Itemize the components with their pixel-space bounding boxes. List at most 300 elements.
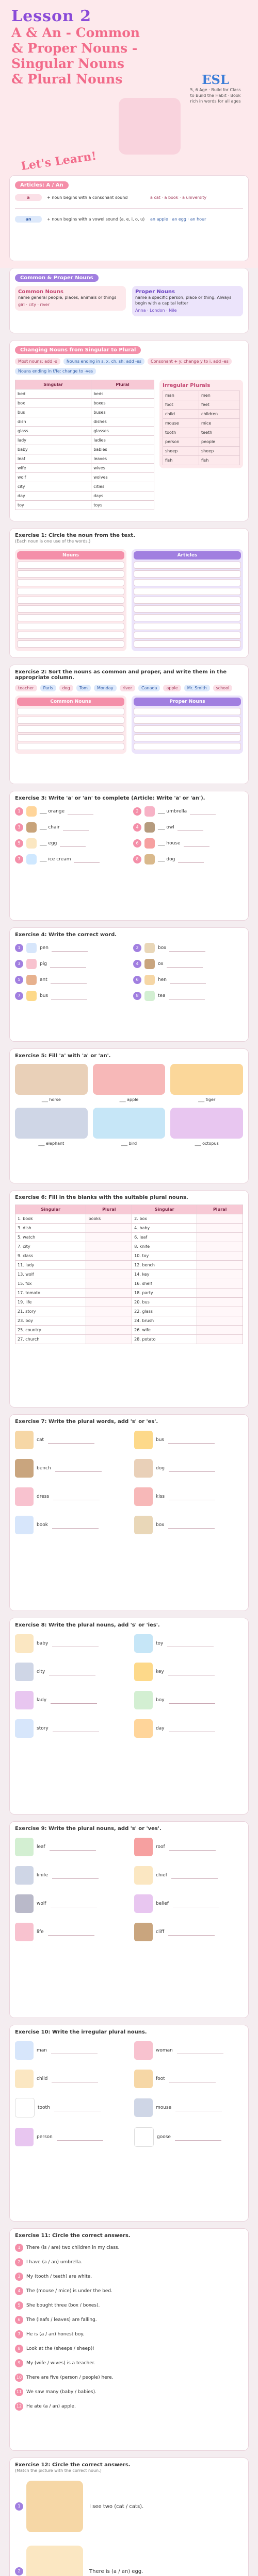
chair-icon (26, 822, 37, 833)
answer-input[interactable] (53, 1725, 99, 1732)
question-row: 4 ___ owl (133, 822, 243, 833)
answer-input[interactable] (169, 2076, 216, 2082)
table-row: glass glasses (15, 427, 154, 436)
exercise-1-card (9, 528, 249, 658)
word-chip[interactable]: school (213, 685, 233, 691)
sentence-row: 3 My (tooth / teeth) are white. (15, 2273, 243, 2281)
word-chip[interactable]: Paris (40, 685, 56, 691)
table-row: toy toys (15, 501, 154, 510)
article-row-a (15, 194, 243, 201)
sentence-row: 6 The (leafs / leaves) are falling. (15, 2316, 243, 2324)
irregular-table (163, 391, 240, 465)
badge-line-2: to Build the Habit · Book (190, 93, 241, 98)
answer-input[interactable] (168, 1929, 215, 1936)
table-row: 15. fox 16. shelf (15, 1279, 243, 1289)
answer-input[interactable] (50, 961, 86, 968)
nouns-column-header: Nouns (17, 551, 124, 560)
pen-icon (26, 943, 37, 953)
table-row: person people (163, 437, 240, 447)
tea-icon (144, 991, 155, 1001)
answer-input[interactable] (170, 977, 206, 984)
exercise-1-title: Exercise 1: Circle the noun from the text. (15, 533, 136, 538)
table-row: 5. watch 6. leaf (15, 1233, 243, 1242)
question-row: boy (134, 1691, 243, 1709)
picture-card: ___ elephant (15, 1108, 88, 1146)
table-row: sheep sheep (163, 447, 240, 456)
exercise-5-title: Exercise 5: Fill 'a' with 'a' or 'an'. (15, 1053, 111, 1059)
exercise-3-card (9, 791, 249, 921)
title-line-2: & Proper Nouns - (11, 41, 138, 56)
exercise-4-title: Exercise 4: Write the correct word. (15, 932, 117, 938)
table-row: 3. dish 4. baby (15, 1224, 243, 1233)
answer-input[interactable] (57, 2134, 103, 2141)
picture-card: ___ octopus (170, 1108, 243, 1146)
sentence-row: 4 The (mouse / mice) is under the bed. (15, 2287, 243, 2295)
answer-input[interactable] (68, 808, 93, 815)
question-row: 7 bus (15, 991, 125, 1001)
articles-column-header: Articles (134, 551, 241, 560)
goose-icon (134, 2127, 154, 2147)
exercise-9-title: Exercise 9: Write the plural nouns, add 's' or 'ves'. (15, 1826, 162, 1832)
answer-input[interactable] (63, 824, 89, 831)
question-row: 7 ___ ice cream (15, 854, 125, 865)
table-row: dish dishes (15, 417, 154, 427)
exercise-10-title: Exercise 10: Write the irregular plural nouns. (15, 2029, 147, 2035)
answer-box[interactable] (17, 640, 124, 648)
table-row: wife wives (15, 464, 154, 473)
answer-box[interactable] (134, 570, 241, 578)
nouns-card (9, 268, 249, 333)
answer-input[interactable] (169, 1697, 215, 1704)
question-row: 3 pig (15, 959, 125, 969)
heart-icon (134, 1894, 153, 1913)
table-row: 21. story 22. glass (15, 1307, 243, 1316)
answer-input[interactable] (190, 808, 216, 815)
answer-input[interactable] (168, 1437, 215, 1444)
answer-input[interactable] (167, 961, 203, 968)
question-row: 1 pen (15, 943, 125, 953)
word-chip[interactable]: teacher (15, 685, 37, 691)
flower-icon (15, 1923, 34, 1941)
boy-icon (134, 1691, 153, 1709)
sentence-row: 5 She bought three (box / boxes). (15, 2301, 243, 2310)
answer-input[interactable] (54, 2105, 101, 2111)
question-row: life (15, 1923, 124, 1941)
table-row: man men (163, 391, 240, 400)
picture-card: ___ tiger (170, 1064, 243, 1103)
nouns-tag: Common & Proper Nouns (15, 274, 99, 282)
table-row: 27. church 28. potato (15, 1335, 243, 1344)
exercise-6-title: Exercise 6: Fill in the blanks with the suitable plural nouns. (15, 1195, 188, 1200)
answer-input[interactable] (178, 856, 204, 863)
question-row: cat (15, 1431, 124, 1449)
exercise-10-card (9, 2025, 249, 2222)
answer-input[interactable] (169, 1844, 216, 1851)
question-row: foot (134, 2070, 243, 2088)
answer-input[interactable] (50, 1844, 96, 1851)
answer-input[interactable] (173, 1901, 219, 1907)
question-row: 8 ___ dog (133, 854, 243, 865)
question-row: toy (134, 1634, 243, 1653)
question-row: day (134, 1719, 243, 1738)
question-row: cliff (134, 1923, 243, 1941)
answer-input[interactable] (52, 2076, 98, 2082)
exercise-12-title: Exercise 12: Circle the correct answers. (15, 2462, 131, 2468)
answer-input[interactable] (184, 840, 209, 847)
sentence-row: 7 He is (a / an) honest boy. (15, 2330, 243, 2338)
picture-question: 1 I see two (cat / cats). (15, 2481, 243, 2532)
lesson-number: Lesson 2 (11, 7, 92, 25)
word-chip[interactable]: apple (163, 685, 181, 691)
answer-input[interactable] (52, 1640, 99, 1647)
answer-box[interactable] (17, 597, 124, 604)
common-column (15, 696, 126, 754)
sentence-row: 1 There (is / are) two children in my class. (15, 2244, 243, 2252)
question-row: box (134, 1516, 243, 1534)
answer-input[interactable] (48, 1437, 94, 1444)
table-row: city cities (15, 482, 154, 492)
badge-line-1: 5, 6 Age · Build for Class (190, 88, 241, 92)
article-examples-a: a cat · a book · a university (150, 195, 207, 200)
table-row: wolf wolves (15, 473, 154, 482)
answer-input[interactable] (60, 840, 86, 847)
answer-input[interactable] (51, 1697, 97, 1704)
question-row: bench (15, 1459, 124, 1478)
question-row: 6 hen (133, 975, 243, 985)
exercise-12-subtitle: (Match the picture with the correct noun.) (15, 2468, 102, 2473)
answer-box[interactable] (134, 605, 241, 613)
question-row: tooth (15, 2098, 124, 2117)
word-chip[interactable]: Canada (138, 685, 160, 691)
answer-input[interactable] (167, 1640, 214, 1647)
exercise-7-card (9, 1414, 249, 1611)
question-row: 6 ___ house (133, 838, 243, 849)
table-row: 1. book books 2. box (15, 1214, 243, 1224)
answer-box[interactable] (134, 708, 241, 715)
nouns-column (15, 549, 126, 651)
title-line-4: & Plural Nouns (11, 72, 123, 87)
apple-icon (93, 1064, 166, 1095)
box-icon (144, 943, 155, 953)
table-row: bus buses (15, 408, 154, 417)
badge-line-3: rich in words for all ages (190, 99, 241, 104)
bus-icon (26, 991, 37, 1001)
question-row: wolf (15, 1894, 124, 1913)
sentence-row: 8 Look at the (sheeps / sheep)! (15, 2345, 243, 2353)
answer-input[interactable] (52, 1522, 99, 1529)
proper-nouns-title: Proper Nouns (135, 289, 175, 295)
bird-icon (93, 1108, 166, 1139)
answer-input[interactable] (48, 1929, 94, 1936)
question-row: 5 ___ egg (15, 838, 125, 849)
irregular-box (159, 380, 243, 468)
tiger-icon (170, 1064, 243, 1095)
question-row: person (15, 2127, 124, 2147)
answer-box[interactable] (134, 640, 241, 648)
ice-cream-icon (26, 854, 37, 865)
answer-box[interactable] (134, 588, 241, 595)
divider (15, 208, 243, 209)
egg-picture-icon (26, 2546, 83, 2576)
elephant-icon (15, 1108, 88, 1139)
baby-icon (15, 1634, 34, 1653)
table-row: 11. lady 12. bench (15, 1261, 243, 1270)
exercise-6-card (9, 1190, 249, 1408)
question-row: book (15, 1516, 124, 1534)
proper-nouns-example: Anna · London · Nile (135, 308, 177, 313)
answer-box[interactable] (17, 570, 124, 578)
answer-input[interactable] (51, 2047, 98, 2054)
common-nouns-box (15, 286, 126, 311)
badge-title: ESL (202, 72, 229, 87)
man-icon (15, 2041, 34, 2060)
exercise-9-card (9, 1821, 249, 2018)
answer-input[interactable] (52, 945, 88, 952)
answer-box[interactable] (17, 623, 124, 630)
question-row: lady (15, 1691, 124, 1709)
word-chip[interactable]: Monday (94, 685, 117, 691)
sentence-row: 10 There are five (person / people) here. (15, 2374, 243, 2382)
cat-icon (15, 1431, 34, 1449)
city-icon (15, 1663, 34, 1681)
answer-box[interactable] (134, 725, 241, 733)
chef-icon (134, 1866, 153, 1885)
lesson-title (11, 7, 166, 87)
book-icon (15, 1516, 34, 1534)
pig-icon (26, 959, 37, 969)
question-row: 1 ___ orange (15, 806, 125, 817)
dress-icon (15, 1487, 34, 1506)
question-row: story (15, 1719, 124, 1738)
answer-box[interactable] (17, 717, 124, 724)
answer-input[interactable] (178, 824, 203, 831)
plural-fill-table: Singular Plural Singular Plural 1. book books 2. box 3. dish 4. baby 5. watch 6. leaf 7. city 8. knife 9. class 10. toy 11. lady 12. bench 13. wolf 14. key 15. fox 16. shelf 17. tomato 18. party 19. life 20. bus 21. story 22. glass 23. boy 24. brush 25. country 26. wife 27. church 28. potato (15, 1205, 243, 1344)
answer-box[interactable] (17, 734, 124, 741)
egg-icon (26, 838, 37, 849)
articles-tag: Articles: A / An (15, 181, 69, 189)
question-row: 2 box (133, 943, 243, 953)
table-row: leaf leaves (15, 454, 154, 464)
question-row: mouse (134, 2098, 243, 2117)
question-row: bus (134, 1431, 243, 1449)
story-book-icon (15, 1719, 34, 1738)
answer-box[interactable] (134, 743, 241, 750)
sentence-row: 2 I have (a / an) umbrella. (15, 2258, 243, 2266)
proper-nouns-text: name a specific person, place or thing. Always begin with a capital letter (135, 295, 232, 306)
title-line-3: Singular Nouns (11, 56, 124, 71)
mouse-icon (134, 2098, 153, 2117)
common-nouns-text: name general people, places, animals or things (18, 295, 117, 300)
article-label-an: an (15, 216, 42, 223)
exercise-12-card (9, 2458, 249, 2576)
question-row: chief (134, 1866, 243, 1885)
answer-input[interactable] (175, 2134, 221, 2141)
answer-input[interactable] (74, 856, 100, 863)
table-row: 13. wolf 14. key (15, 1270, 243, 1279)
col-plural: Plural (91, 380, 154, 389)
changing-nouns-card (9, 340, 249, 521)
answer-box[interactable] (134, 562, 241, 569)
article-desc-a: + noun begins with a consonant sound (47, 195, 128, 200)
common-nouns-title: Common Nouns (18, 289, 63, 295)
table-row: baby babies (15, 445, 154, 454)
question-row: child (15, 2070, 124, 2088)
horse-icon (15, 1064, 88, 1095)
word-chip[interactable]: dog (59, 685, 73, 691)
table-row: tooth teeth (163, 428, 240, 437)
kiss-icon (134, 1487, 153, 1506)
exercise-11-card (9, 2228, 249, 2451)
table-row: foot feet (163, 400, 240, 410)
table-row: 23. boy 24. brush (15, 1316, 243, 1326)
word-chip[interactable]: Mr. Smith (184, 685, 210, 691)
word-chip[interactable]: river (120, 685, 135, 691)
answer-input[interactable] (49, 1669, 95, 1675)
picture-card: ___ bird (93, 1108, 166, 1146)
house-icon (144, 838, 155, 849)
dog-icon (134, 1459, 153, 1478)
exercise-2-card (9, 665, 249, 784)
answer-box[interactable] (134, 579, 241, 586)
answer-input[interactable] (55, 1465, 102, 1472)
class-badge (183, 72, 248, 104)
rule-1: Most nouns: add -s (15, 358, 60, 365)
article-examples-an: an apple · an egg · an hour (150, 217, 206, 222)
umbrella-icon (144, 806, 155, 817)
answer-box[interactable] (17, 725, 124, 733)
leaf-icon (15, 1838, 34, 1856)
answer-box[interactable] (134, 614, 241, 621)
exercise-1-subtitle: (Each noun is one use of the words.) (15, 539, 91, 544)
sentence-row: 11 We saw many (baby / babies). (15, 2388, 243, 2396)
changing-tag: Changing Nouns from Singular to Plural (15, 346, 141, 354)
question-row: leaf (15, 1838, 124, 1856)
answer-input[interactable] (168, 1522, 215, 1529)
foot-icon (134, 2070, 153, 2088)
article-row-an (15, 216, 243, 223)
question-row: 4 ox (133, 959, 243, 969)
knife-icon (15, 1866, 34, 1885)
answer-box[interactable] (134, 632, 241, 639)
answer-input[interactable] (52, 1872, 99, 1879)
answer-input[interactable] (169, 993, 205, 999)
answer-input[interactable] (51, 993, 87, 999)
answer-box[interactable] (17, 632, 124, 639)
table-row: lady ladies (15, 436, 154, 445)
sentence-row: 12 He ate (a / an) apple. (15, 2402, 243, 2411)
answer-box[interactable] (17, 605, 124, 613)
exercise-11-title: Exercise 11: Circle the correct answers. (15, 2233, 131, 2239)
question-row: dog (134, 1459, 243, 1478)
exercise-8-title: Exercise 8: Write the plural nouns, add 's' or 'ies'. (15, 1622, 160, 1628)
answer-box[interactable] (17, 743, 124, 750)
question-row: 8 tea (133, 991, 243, 1001)
orange-icon (26, 806, 37, 817)
wolf-icon (15, 1894, 34, 1913)
person-icon (15, 2128, 34, 2146)
table-row: child children (163, 410, 240, 419)
table-row: 19. life 20. bus (15, 1298, 243, 1307)
answer-box[interactable] (134, 717, 241, 724)
answer-box[interactable] (17, 708, 124, 715)
answer-box[interactable] (17, 579, 124, 586)
question-row: dress (15, 1487, 124, 1506)
answer-box[interactable] (17, 614, 124, 621)
answer-input[interactable] (169, 945, 205, 952)
key-icon (134, 1663, 153, 1681)
sentence-row: 9 My (wife / wives) is a teacher. (15, 2359, 243, 2367)
proper-nouns-box (132, 286, 243, 316)
exercise-8-card (9, 1618, 249, 1815)
question-row: 5 ant (15, 975, 125, 985)
answer-input[interactable] (175, 2105, 222, 2111)
table-row: fish fish (163, 456, 240, 465)
articles-card (9, 175, 249, 261)
toy-icon (134, 1634, 153, 1653)
proper-column-header: Proper Nouns (134, 698, 241, 706)
picture-card: ___ apple (93, 1064, 166, 1103)
word-chip[interactable]: Tom (76, 685, 91, 691)
cats-picture-icon (26, 2481, 83, 2532)
owl-icon (144, 822, 155, 833)
exercise-3-title: Exercise 3: Write 'a' or 'an' to complete (Article: Write 'a' or 'an'). (15, 795, 205, 801)
table-row: bed beds (15, 389, 154, 399)
answer-input[interactable] (169, 1725, 215, 1732)
exercise-4-card (9, 927, 249, 1042)
table-row: mouse mice (163, 419, 240, 428)
answer-box[interactable] (17, 562, 124, 569)
tooth-icon (15, 2098, 35, 2117)
question-row: roof (134, 1838, 243, 1856)
answer-input[interactable] (177, 2047, 223, 2054)
answer-box[interactable] (17, 588, 124, 595)
question-row: goose (134, 2127, 243, 2147)
child-icon (15, 2070, 34, 2088)
picture-question: 2 There is (a / an) egg. (15, 2546, 243, 2576)
question-row: man (15, 2041, 124, 2060)
answer-box[interactable] (134, 734, 241, 741)
sun-icon (134, 1719, 153, 1738)
table-row: 7. city 8. knife (15, 1242, 243, 1251)
question-row: kiss (134, 1487, 243, 1506)
lady-icon (15, 1691, 34, 1709)
answer-box[interactable] (134, 623, 241, 630)
lets-learn-label: Let's Learn! (20, 149, 98, 174)
bus-icon (134, 1431, 153, 1449)
question-row: key (134, 1663, 243, 1681)
octopus-icon (170, 1108, 243, 1139)
answer-input[interactable] (168, 1669, 215, 1675)
answer-input[interactable] (51, 1901, 97, 1907)
answer-input[interactable] (51, 977, 87, 984)
cliff-icon (134, 1923, 153, 1941)
proper-column (132, 696, 243, 754)
answer-box[interactable] (134, 597, 241, 604)
question-row: belief (134, 1894, 243, 1913)
rule-2: Nouns ending in s, x, ch, sh: add -es (63, 358, 144, 365)
answer-input[interactable] (171, 1872, 218, 1879)
rule-4: Nouns ending in f/fe: change to -ves (15, 368, 96, 375)
hen-icon (144, 975, 155, 985)
answer-input[interactable] (169, 1465, 215, 1472)
exercise-2-title: Exercise 2: Sort the nouns as common and proper, and write them in the appropriate column. (15, 669, 227, 681)
article-label-a: a (15, 194, 42, 201)
article-desc-an: + noun begins with a vowel sound (a, e, i, o, u) (47, 217, 145, 222)
answer-input[interactable] (169, 1494, 215, 1500)
answer-input[interactable] (53, 1494, 100, 1500)
exercise-7-title: Exercise 7: Write the plural words, add 's' or 'es'. (15, 1419, 158, 1425)
bench-icon (15, 1459, 34, 1478)
